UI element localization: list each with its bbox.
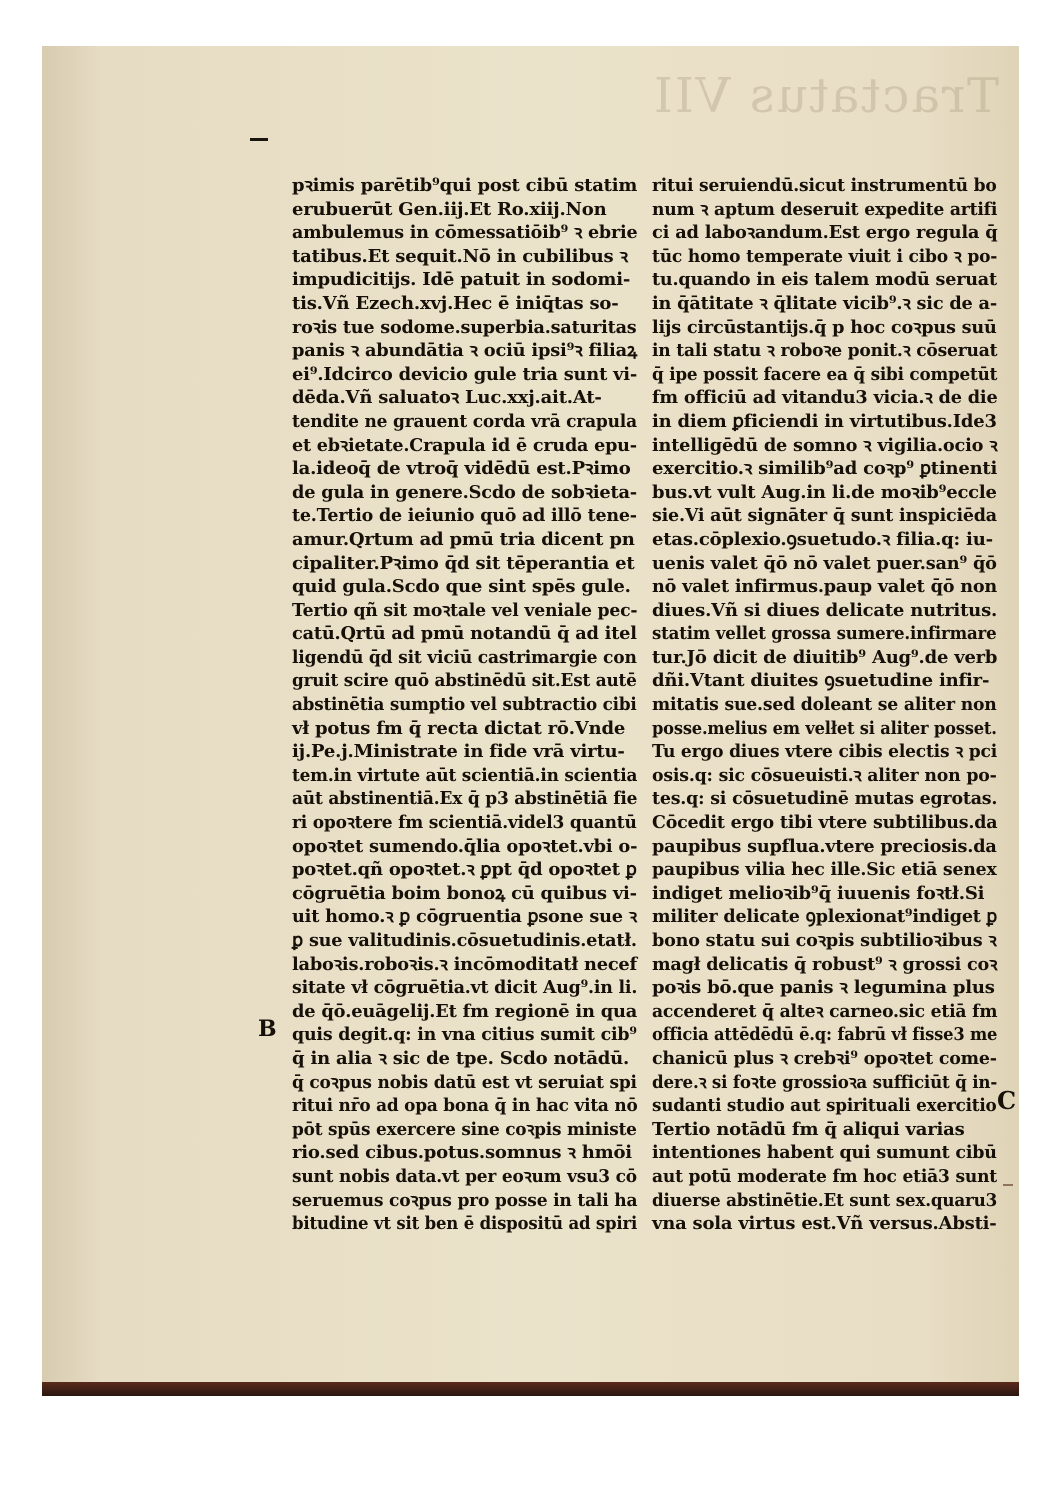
text-line: opoꝛtet sumendo.q̄lia opoꝛtet.vbi o- [292,835,638,857]
text-line: diues.Vñ si diues delicate nutritus. [652,599,998,621]
text-line: et ebꝛietate.Crapula id ē cruda epu- [292,434,637,456]
text-line: pꝛimis parētib⁹qui post cibū statim [292,175,638,196]
text-line: cōgruētia boim bonoꝝ cū quibus vi- [292,882,637,904]
text-line: tis.Vñ Ezech.xvj.Hec ē iniq̄tas so- [292,292,619,314]
text-line: dere.ꝛ si foꝛte grossioꝛa sufficiūt q̄ in- [652,1071,998,1093]
text-line: q̄ coꝛpus nobis datū est vt seruiat spi [292,1071,637,1093]
text-line: seruemus coꝛpus pro posse in tali ha [292,1189,638,1211]
text-line: paupibus vilia hec ille.Sic etiā senex [652,859,997,881]
text-line: statim vellet grossa sumere.infirmare [652,623,997,645]
text-line: impudicitijs. Idē patuit in sodomi- [292,269,631,291]
text-line: roꝛis tue sodome.superbia.saturitas [292,316,637,338]
text-line: etas.cōplexio.ꝯsuetudo.ꝛ filia.q: iu- [652,528,993,550]
text-line: sitate vł cōgruētia.vt dicit Aug⁹.in li. [292,977,638,999]
text-line: rio.sed cibus.potus.somnus ꝛ hmōi [292,1142,632,1164]
text-line: accenderet q̄ alteꝛ carneo.sic etiā fm [652,1000,998,1022]
page-bottom-edge [42,1382,1019,1396]
text-line: cipaliter.Pꝛimo q̄d sit tēperantia et [292,552,635,574]
text-line: ligendū q̄d sit viciū castrimargie con [292,646,637,668]
text-line: q̄ in alia ꝛ sic de tpe. Scdo notādū. [292,1047,630,1069]
text-line: tes.q: si cōsuetudinē mutas egrotas. [652,788,998,810]
text-line: bitudine vt sit ben ē dispositū ad spiri [292,1213,638,1235]
text-line: ei⁹.Idcirco devicio gule tria sunt vi- [292,363,638,385]
text-line: intelligēdū de somno ꝛ vigilia.ocio ꝛ [652,434,998,456]
text-line: in q̄ātitate ꝛ q̄litate vicib⁹.ꝛ sic de a- [652,292,997,314]
text-line: tūc homo temperate viuit i cibo ꝛ po- [652,245,998,267]
text-line: quis degit.q: in vna citius sumit cib⁹ [292,1024,637,1046]
text-line: intentiones habent qui sumunt cibū [652,1142,997,1164]
text-line: nō valet infirmus.paup valet q̄ō non [652,576,998,598]
text-line: te.Tertio de ieiunio quō ad illō tene- [292,505,637,527]
text-line: ri opoꝛtere fm scientiā.videl3 quantū [292,812,637,834]
text-line: tur.Jō dicit de diuitib⁹ Aug⁹.de verb [652,646,998,668]
text-line: osis.q: sic cōsueuisti.ꝛ aliter non po- [652,764,997,786]
text-line: vna sola virtus est.Vñ versus.Absti- [652,1213,997,1235]
left-marginal-letter: B [258,1016,277,1042]
text-line: paupibus supflua.vtere preciosis.da [652,835,997,857]
text-line: catū.Qrtū ad pmū notandū q̄ ad itel [292,623,637,645]
parchment-page [42,46,1019,1382]
text-line: ambulemus in cōmessatiōib⁹ ꝛ ebrie [292,222,638,244]
text-line: ritui seruiendū.sicut instrumentū bo [652,175,997,196]
text-line: chanicū plus ꝛ crebꝛi⁹ opoꝛtet come- [652,1047,997,1069]
text-line: amur.Qrtum ad pmū tria dicent pn [292,528,635,550]
text-line: vł potus fm q̄ recta dictat rō.Vnde [292,717,626,739]
text-line: gruit scire quō abstinēdū sit.Est autē [292,670,637,692]
text-line: tatibus.Et sequit.Nō in cubilibus ꝛ [292,245,628,267]
text-line: sudanti studio aut spirituali exercitio [652,1095,997,1117]
text-line: lijs circūstantijs.q̄ p hoc coꝛpus suū [652,316,997,338]
text-line: diuerse abstinētie.Et sunt sex.quaru3 [652,1189,998,1211]
text-line: la.ideoq̄ de vtroq̄ vidēdū est.Pꝛimo [292,458,631,480]
text-line: poꝛis bō.que panis ꝛ legumina plus [652,977,995,999]
text-line: de gula in genere.Scdo de sobꝛieta- [292,481,637,503]
text-line: militer delicate ꝯplexionat⁹indiget ꝑ [652,906,998,928]
text-line: magł delicatis q̄ robust⁹ ꝛ grossi coꝛ [652,953,998,975]
text-line: tem.in virtute aūt scientiā.in scientia [292,764,638,786]
text-line: bono statu sui coꝛpis subtilioꝛibus ꝛ [652,930,997,951]
text-line: pōt spūs exercere sine coꝛpis ministe [292,1118,637,1140]
text-line: dñi.Vtant diuites ꝯsuetudine infir- [652,670,990,692]
text-line: posse.melius em velłet si aliter posset. [652,717,997,739]
text-line: tendite ne grauent corda vrā crapula [292,410,637,432]
text-line: Tertio qñ sit moꝛtale vel veniale pec- [292,599,638,621]
bleed-through-text: Tractatus VII [651,68,999,124]
text-line: ij.Pe.j.Ministrate in fide vrā virtu- [292,741,625,763]
text-line: fm officiū ad vitandu3 vicia.ꝛ de die [652,387,998,409]
text-line: exercitio.ꝛ similib⁹ad coꝛp⁹ ꝑtinenti [652,458,998,480]
text-line: tu.quando in eis talem modū seruat [652,269,997,291]
margin-dash [250,138,268,141]
text-line: panis ꝛ abundātia ꝛ ociū ipsi⁹ꝛ filiaꝝ [292,340,638,362]
text-line: sie.Vi aūt signāter q̄ sunt inspiciēda [652,505,997,527]
text-line: ci ad laboꝛandum.Est ergo regula q̄ [652,222,998,244]
text-line: bus.vt vult Aug.in li.de moꝛib⁹eccle [652,481,997,503]
text-line: indiget melioꝛib⁹q̄ iuuenis foꝛtł.Si [652,882,985,904]
text-line: in tali statu ꝛ roboꝛe ponit.ꝛ cōseruat [652,340,998,362]
text-line: Tertio notādū fm q̄ aliqui varias [652,1118,965,1140]
text-line: de q̄ō.euāgelij.Et fm regionē in qua [292,1000,638,1022]
text-line: sunt nobis data.vt per eoꝛum vsu3 cō [292,1165,637,1187]
text-line: Cōcedit ergo tibi vtere subtilibus.da [652,812,998,834]
right-marginal-letter: C [997,1086,1017,1115]
text-line: uit homo.ꝛ ꝑ cōgruentia ꝑsone sue ꝛ [292,906,638,928]
text-line: dēda.Vñ saluatoꝛ Luc.xxj.ait.At- [292,387,602,409]
text-line: aut potū moderate fm hoc etiā3 sunt [652,1165,997,1187]
text-line: q̄ ipe possit facere ea q̄ sibi competūt [652,363,998,385]
text-line: erubuerūt Gen.iij.Et Ro.xiij.Non [292,198,607,220]
text-line: num ꝛ aptum deseruit expedite artifi [652,198,998,220]
text-line: aūt abstinentiā.Ex q̄ p3 abstinētiā fie [292,788,638,810]
scanned-page-frame [42,46,1019,1396]
text-line: ritui nr̄o ad opa bona q̄ in hac vita nō [292,1095,638,1117]
text-line: in diem ꝑficiendi in virtutibus.Ide3 [652,410,997,432]
text-line: officia attēdēdū ē.q: fabrū vł fisse3 me [652,1024,998,1046]
text-line: ꝑ sue valitudinis.cōsuetudinis.etatł. [292,930,637,951]
text-line: laboꝛis.roboꝛis.ꝛ incōmoditatł necef [292,953,637,975]
text-line: quid gula.Scdo que sint spēs gule. [292,576,631,598]
right-text-column [652,174,997,1236]
text-line: Tu ergo diues vtere cibis electis ꝛ pci [652,741,998,763]
text-line: poꝛtet.qñ opoꝛtet.ꝛ ꝑpt q̄d opoꝛtet ꝑ [292,859,637,881]
text-line: mitatis sue.sed doleant se aliter non [652,694,997,716]
text-line: abstinētia sumptio vel subtractio cibi [292,694,637,716]
left-text-column [292,174,637,1236]
edge-mark [1003,1184,1013,1186]
text-line: uenis valet q̄ō nō valet puer.san⁹ q̄ō [652,552,997,574]
